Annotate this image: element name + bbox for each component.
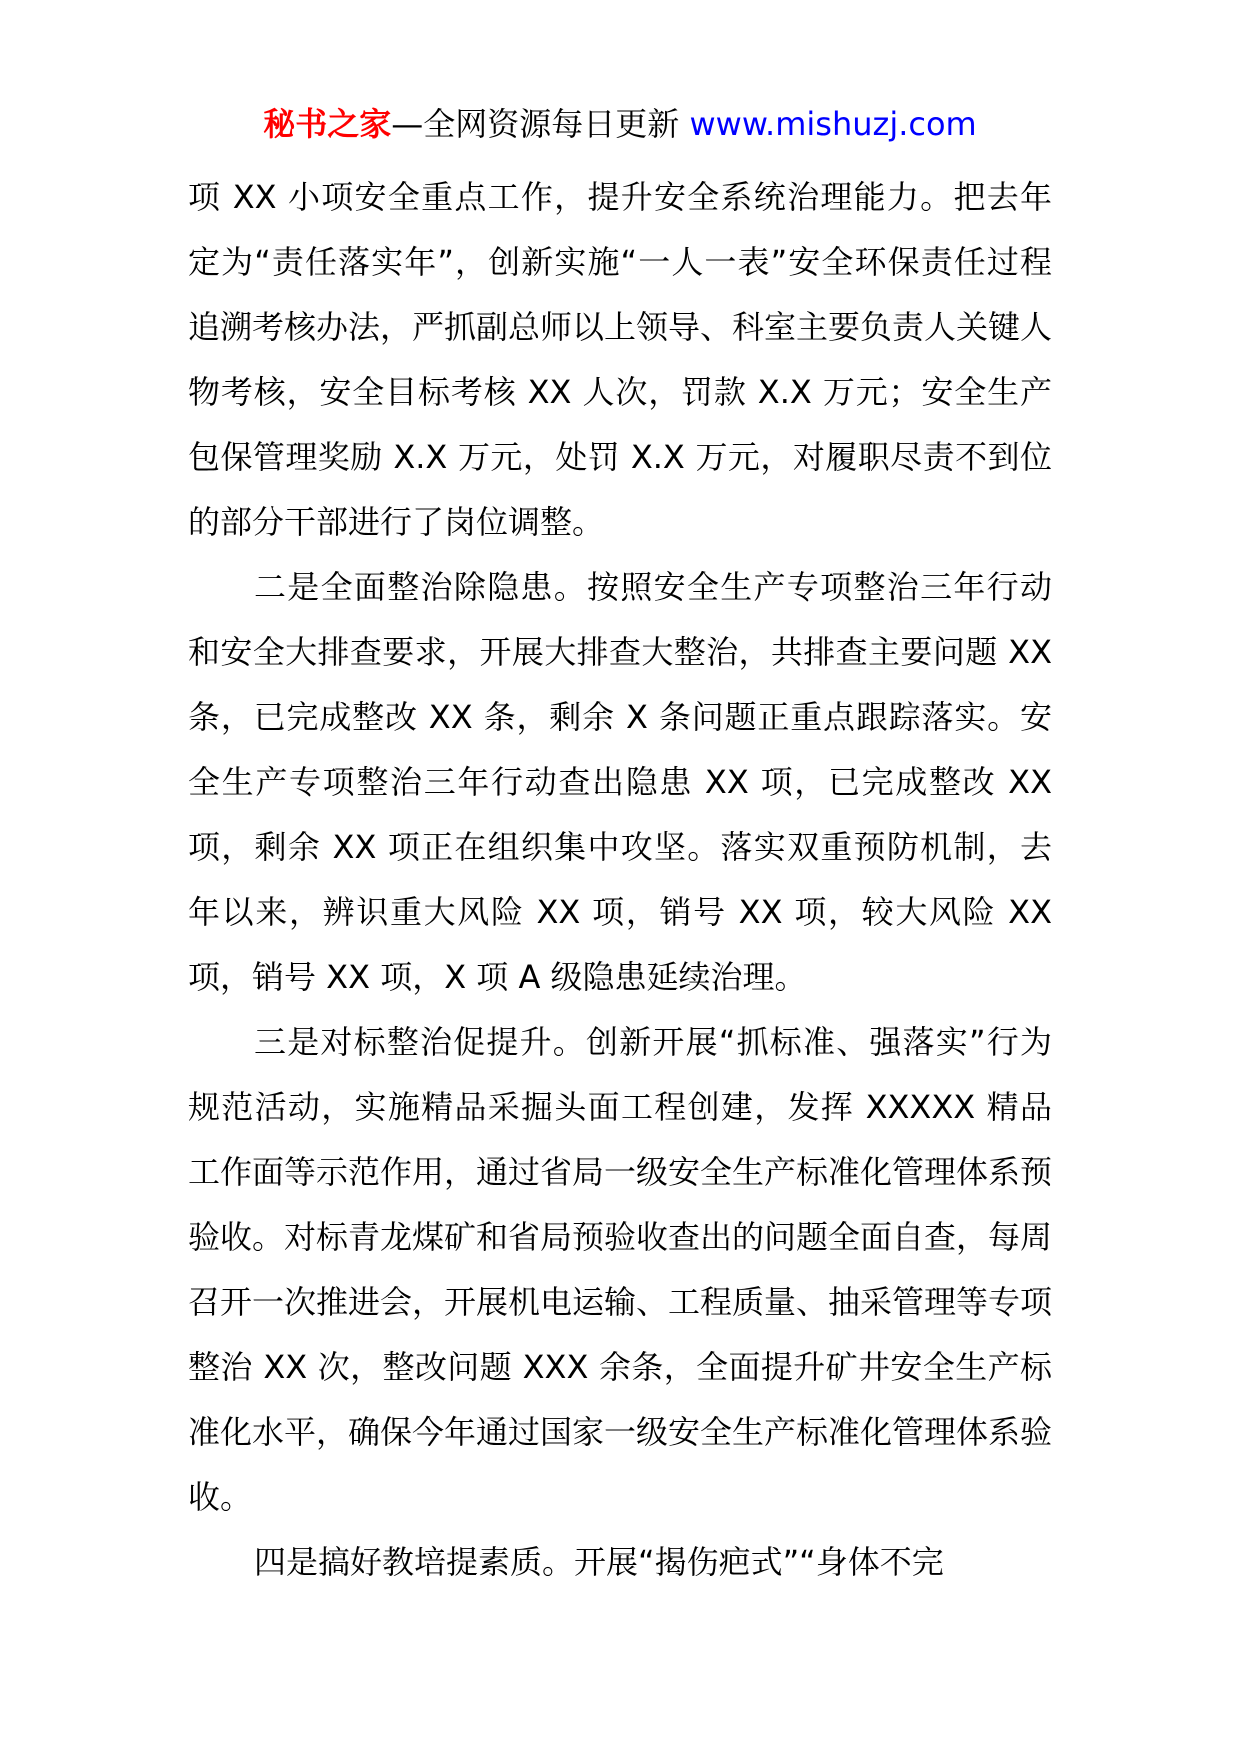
document-body bbox=[188, 165, 1052, 1595]
paragraph-continued: 项 XX 小项安全重点工作，提升安全系统治理能力。把去年定为“责任落实年”，创新实施“一人一表”安全环保责任过程追溯考核办法，严抓副总师以上领导、科室主要负责人关键人物考核，安全目标考核 XX 人次，罚款 X.X 万元；安全生产包保管理奖励 X.X 万元，处罚 X.X 万元，对履职尽责不到位的部分干部进行了岗位调整。 bbox=[188, 178, 1053, 541]
header-url[interactable]: www.mishuzj.com bbox=[679, 105, 977, 143]
paragraph-hazard-rectification: 二是全面整治除隐患。按照安全生产专项整治三年行动和安全大排查要求，开展大排查大整治，共排查主要问题 XX 条，已完成整改 XX 条，剩余 X 条问题正重点跟踪落实。安全生产专项整治三年行动查出隐患 XX 项，已完成整改 XX 项，剩余 XX 项正在组织集中攻坚。落实双重预防机制，去年以来，辨识重大风险 XX 项，销号 XX 项，较大风险 XX 项，销号 XX 项，X 项 A 级隐患延续治理。 bbox=[188, 568, 1052, 996]
brand-name: 秘书之家 bbox=[263, 105, 392, 143]
watermark-header bbox=[0, 100, 1240, 148]
paragraph-benchmark-improvement: 三是对标整治促提升。创新开展“抓标准、强落实”行为规范活动，实施精品采掘头面工程创建，发挥 XXXXX 精品工作面等示范作用，通过省局一级安全生产标准化管理体系预验收。对标青龙煤矿和省局预验收查出的问题全面自查，每周召开一次推进会，开展机电运输、工程质量、抽采管理等专项整治 XX 次，整改问题 XXX 余条，全面提升矿井安全生产标准化水平，确保今年通过国家一级安全生产标准化管理体系验收。 bbox=[188, 1023, 1053, 1516]
header-tagline: —全网资源每日更新 bbox=[391, 105, 680, 143]
paragraph-training-quality: 四是搞好教培提素质。开展“揭伤疤式”“身体不完 bbox=[254, 1543, 944, 1581]
